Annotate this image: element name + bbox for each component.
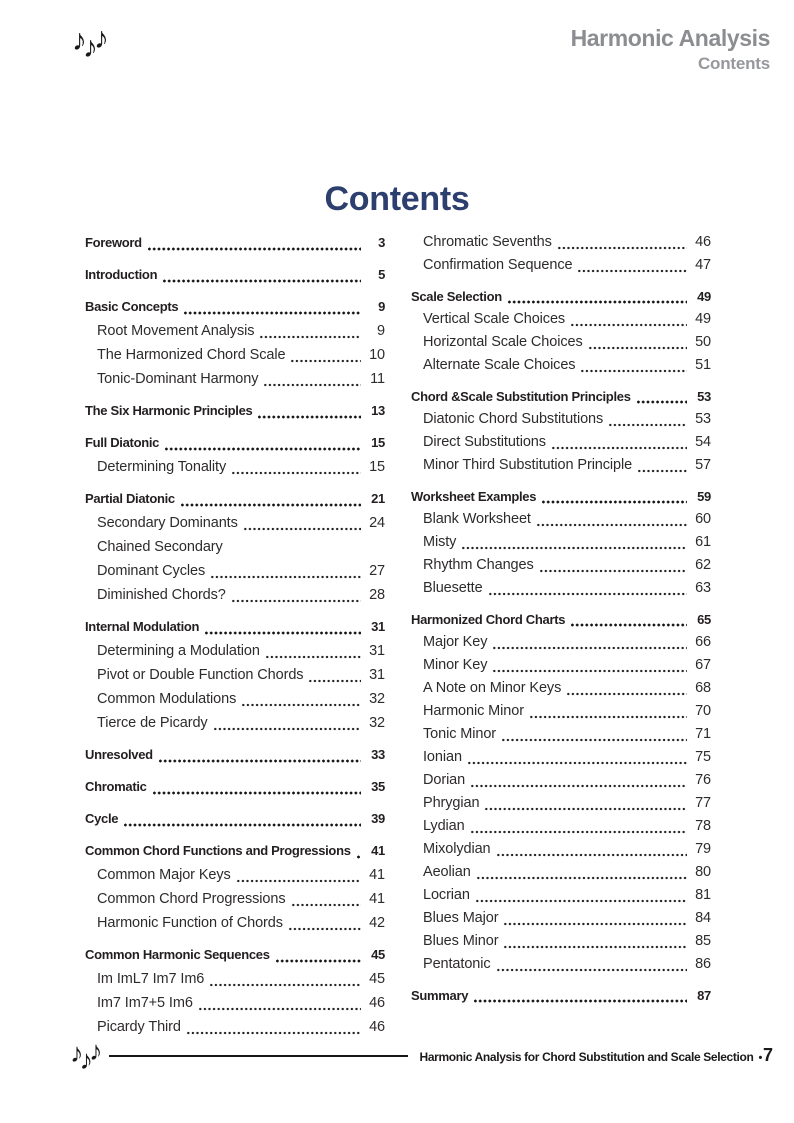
toc-entry-page: 86: [695, 956, 711, 972]
toc-leader-dots: [470, 781, 687, 788]
toc-chapter-entry: [85, 943, 385, 967]
toc-chapter-entry: [85, 743, 385, 767]
toc-entry-page: 80: [695, 864, 711, 880]
toc-entry-page: 42: [369, 915, 385, 931]
toc-leader-dots: [257, 412, 361, 419]
toc-section-entry: [411, 838, 711, 861]
toc-entry-label: Full Diatonic: [85, 435, 160, 450]
toc-entry-page: 77: [695, 795, 711, 811]
toc-entry-label: Vertical Scale Choices: [423, 311, 566, 327]
toc-chapter-entry: [85, 295, 385, 319]
toc-entry-label: Dominant Cycles: [97, 563, 206, 579]
toc-leader-dots: [577, 266, 687, 273]
toc-section-entry: [85, 991, 385, 1015]
toc-entry-label: Minor Third Substitution Principle: [423, 457, 633, 473]
toc-entry-page: 84: [695, 910, 711, 926]
toc-section-entry: [411, 700, 711, 723]
toc-leader-dots: [209, 980, 361, 987]
toc-section-entry: [411, 431, 711, 454]
toc-entry-label: Common Major Keys: [97, 867, 231, 883]
toc-leader-dots: [570, 620, 687, 627]
toc-leader-dots: [488, 589, 687, 596]
toc-leader-dots: [503, 942, 687, 949]
toc-section-entry: [85, 583, 385, 607]
toc-section-entry: [411, 769, 711, 792]
toc-section-entry: [411, 861, 711, 884]
toc-entry-page: 87: [697, 988, 711, 1003]
toc-section-entry: [411, 907, 711, 930]
toc-section-entry: [411, 331, 711, 354]
toc-entry-page: 32: [369, 691, 385, 707]
toc-entry-page: 9: [378, 299, 385, 314]
toc-entry-label: Picardy Third: [97, 1019, 181, 1035]
toc-entry-page: 67: [695, 657, 711, 673]
toc-chapter-entry: [85, 487, 385, 511]
toc-entry-page: 66: [695, 634, 711, 650]
toc-section-entry: [411, 554, 711, 577]
table-of-contents: [85, 231, 711, 1039]
toc-entry-page: 81: [695, 887, 711, 903]
toc-entry-page: 24: [369, 515, 385, 531]
toc-leader-dots: [231, 468, 361, 475]
toc-section-entry: [85, 343, 385, 367]
toc-leader-dots: [492, 643, 687, 650]
toc-entry-label: Im ImL7 Im7 Im6: [97, 971, 205, 987]
toc-leader-dots: [291, 900, 362, 907]
toc-entry-label: Im7 Im7+5 Im6: [97, 995, 193, 1011]
toc-section-entry: [411, 631, 711, 654]
toc-column-right: [411, 231, 711, 1039]
toc-entry-page: 31: [371, 619, 385, 634]
toc-leader-dots: [241, 700, 361, 707]
eighth-note-icon: ♪: [89, 1036, 99, 1066]
toc-chapter-entry: [85, 615, 385, 639]
toc-entry-page: 65: [697, 612, 711, 627]
toc-leader-dots: [503, 919, 687, 926]
toc-section-entry: [85, 511, 385, 535]
toc-entry-page: 60: [695, 511, 711, 527]
music-notes-icon: [72, 22, 105, 64]
toc-entry-page: 15: [371, 435, 385, 450]
toc-entry-page: 46: [695, 234, 711, 250]
toc-section-entry: [411, 884, 711, 907]
toc-entry-label: Basic Concepts: [85, 299, 179, 314]
toc-leader-dots: [308, 676, 361, 683]
toc-entry-page: 3: [378, 235, 385, 250]
toc-leader-dots: [275, 956, 361, 963]
toc-entry-page: 11: [370, 371, 385, 387]
toc-entry-label: The Harmonized Chord Scale: [97, 347, 286, 363]
toc-entry-label: Worksheet Examples: [411, 489, 537, 504]
toc-section-entry: [411, 531, 711, 554]
toc-entry-page: 28: [369, 587, 385, 603]
toc-entry-page: 68: [695, 680, 711, 696]
toc-entry-page: 21: [371, 491, 385, 506]
toc-entry-label: Tonic-Dominant Harmony: [97, 371, 259, 387]
toc-entry-page: 9: [377, 323, 385, 339]
toc-column-left: [85, 231, 385, 1039]
toc-entry-label: Dorian: [423, 772, 466, 788]
toc-leader-dots: [147, 244, 361, 251]
toc-entry-label: Harmonized Chord Charts: [411, 612, 566, 627]
toc-entry-label: Alternate Scale Choices: [423, 357, 576, 373]
toc-entry-label: Pentatonic: [423, 956, 491, 972]
toc-entry-label: Diatonic Chord Substitutions: [423, 411, 604, 427]
toc-entry-page: 31: [369, 643, 385, 659]
toc-entry-label: Blues Minor: [423, 933, 499, 949]
toc-section-entry: [411, 953, 711, 976]
toc-leader-dots: [263, 380, 361, 387]
toc-entry-page: 45: [371, 947, 385, 962]
running-head: [571, 26, 770, 74]
toc-leader-dots: [470, 827, 687, 834]
toc-entry-label: Common Chord Functions and Progressions: [85, 843, 351, 858]
toc-entry-page: 10: [369, 347, 385, 363]
toc-leader-dots: [570, 320, 687, 327]
toc-leader-dots: [637, 466, 687, 473]
toc-entry-label: Common Modulations: [97, 691, 237, 707]
toc-section-entry: [85, 711, 385, 735]
toc-section-entry: [85, 319, 385, 343]
toc-entry-label: Introduction: [85, 267, 158, 282]
toc-leader-dots: [162, 276, 361, 283]
toc-section-entry: [411, 231, 711, 254]
toc-entry-label: Tonic Minor: [423, 726, 497, 742]
toc-leader-dots: [476, 873, 687, 880]
toc-leader-dots: [164, 444, 361, 451]
toc-leader-dots: [541, 497, 687, 504]
toc-section-entry: [411, 792, 711, 815]
toc-entry-label: Scale Selection: [411, 289, 502, 304]
toc-chapter-entry: [411, 385, 711, 408]
toc-entry-page: 41: [371, 843, 385, 858]
toc-entry-label: Direct Substitutions: [423, 434, 546, 450]
toc-section-entry: [85, 535, 385, 559]
toc-leader-dots: [123, 820, 361, 827]
toc-section-entry: [411, 577, 711, 600]
toc-entry-label: Minor Key: [423, 657, 488, 673]
toc-section-entry: [411, 408, 711, 431]
toc-entry-page: 31: [369, 667, 385, 683]
eighth-note-icon: ♪: [70, 1038, 80, 1068]
toc-entry-page: 59: [697, 489, 711, 504]
toc-leader-dots: [243, 524, 361, 531]
toc-leader-dots: [198, 1004, 361, 1011]
toc-entry-label: Determining a Modulation: [97, 643, 260, 659]
toc-section-entry: [411, 930, 711, 953]
eighth-note-icon: ♪: [79, 1045, 89, 1075]
toc-section-entry: [85, 455, 385, 479]
toc-entry-page: 76: [695, 772, 711, 788]
toc-section-entry: [411, 723, 711, 746]
toc-chapter-entry: [85, 431, 385, 455]
toc-entry-label: Pivot or Double Function Chords: [97, 667, 304, 683]
toc-entry-page: 41: [369, 867, 385, 883]
toc-entry-label: Unresolved: [85, 747, 153, 762]
eighth-note-icon: ♪: [72, 24, 83, 57]
toc-entry-page: 35: [371, 779, 385, 794]
toc-leader-dots: [473, 996, 687, 1003]
toc-leader-dots: [536, 520, 687, 527]
toc-entry-label: Locrian: [423, 887, 470, 903]
toc-entry-label: Harmonic Function of Chords: [97, 915, 283, 931]
toc-entry-label: Determining Tonality: [97, 459, 227, 475]
page-footer: [70, 1036, 773, 1075]
toc-leader-dots: [496, 850, 688, 857]
toc-leader-dots: [290, 356, 361, 363]
toc-leader-dots: [236, 876, 361, 883]
toc-entry-label: Chromatic Sevenths: [423, 234, 552, 250]
toc-entry-page: 62: [695, 557, 711, 573]
toc-entry-label: Internal Modulation: [85, 619, 200, 634]
toc-entry-page: 27: [369, 563, 385, 579]
toc-leader-dots: [204, 628, 361, 635]
toc-chapter-entry: [411, 608, 711, 631]
toc-leader-dots: [566, 689, 687, 696]
toc-entry-page: 33: [371, 747, 385, 762]
toc-entry-label: Blues Major: [423, 910, 499, 926]
toc-entry-label: Confirmation Sequence: [423, 257, 573, 273]
toc-leader-dots: [636, 397, 687, 404]
toc-entry-page: 39: [371, 811, 385, 826]
toc-entry-page: 63: [695, 580, 711, 596]
toc-leader-dots: [158, 756, 361, 763]
toc-chapter-entry: [411, 485, 711, 508]
toc-chapter-entry: [85, 839, 385, 863]
toc-leader-dots: [186, 1028, 361, 1035]
page-header: [72, 22, 770, 74]
toc-leader-dots: [259, 332, 361, 339]
toc-section-entry: [411, 654, 711, 677]
toc-entry-label: The Six Harmonic Principles: [85, 403, 253, 418]
toc-entry-label: Common Harmonic Sequences: [85, 947, 270, 962]
toc-section-entry: [85, 663, 385, 687]
eighth-note-icon: ♪: [94, 22, 105, 55]
toc-entry-label: Lydian: [423, 818, 465, 834]
toc-entry-page: 78: [695, 818, 711, 834]
toc-section-entry: [85, 911, 385, 935]
toc-entry-label: Root Movement Analysis: [97, 323, 255, 339]
toc-leader-dots: [580, 366, 687, 373]
toc-leader-dots: [539, 566, 687, 573]
toc-leader-dots: [183, 308, 361, 315]
toc-leader-dots: [475, 896, 687, 903]
toc-section-entry: [85, 863, 385, 887]
toc-entry-label: Mixolydian: [423, 841, 491, 857]
toc-section-entry: [411, 746, 711, 769]
toc-leader-dots: [557, 243, 687, 250]
toc-leader-dots: [152, 788, 361, 795]
toc-entry-label: Ionian: [423, 749, 462, 765]
toc-entry-label: Common Chord Progressions: [97, 891, 286, 907]
toc-section-entry: [85, 887, 385, 911]
toc-entry-page: 53: [695, 411, 711, 427]
toc-chapter-entry: [85, 807, 385, 831]
toc-leader-dots: [356, 852, 361, 859]
book-title: Harmonic Analysis: [570, 25, 770, 51]
music-notes-icon: [70, 1036, 99, 1075]
toc-entry-page: 50: [695, 334, 711, 350]
toc-entry-label: Summary: [411, 988, 469, 1003]
toc-entry-label: Horizontal Scale Choices: [423, 334, 583, 350]
toc-section-entry: [85, 687, 385, 711]
toc-leader-dots: [588, 343, 687, 350]
toc-entry-page: 45: [369, 971, 385, 987]
toc-entry-label: Harmonic Minor: [423, 703, 524, 719]
toc-entry-page: 61: [695, 534, 711, 550]
toc-entry-label: Tierce de Picardy: [97, 715, 208, 731]
footer-rule: [109, 1055, 408, 1057]
toc-leader-dots: [231, 596, 361, 603]
toc-entry-page: 53: [697, 389, 711, 404]
toc-entry-page: 46: [369, 1019, 385, 1035]
toc-leader-dots: [551, 443, 687, 450]
toc-leader-dots: [507, 297, 687, 304]
toc-entry-label: Phrygian: [423, 795, 480, 811]
toc-section-entry: [85, 1015, 385, 1039]
toc-entry-page: 57: [695, 457, 711, 473]
toc-entry-page: 85: [695, 933, 711, 949]
toc-leader-dots: [213, 724, 361, 731]
toc-section-entry: [411, 254, 711, 277]
toc-entry-label: Chord &Scale Substitution Principles: [411, 389, 631, 404]
toc-chapter-entry: [411, 984, 711, 1007]
toc-section-entry: [85, 639, 385, 663]
toc-leader-dots: [529, 712, 687, 719]
toc-entry-label: Aeolian: [423, 864, 471, 880]
toc-section-entry: [411, 308, 711, 331]
footer-book-title: Harmonic Analysis for Chord Substitution and Scale Selection: [419, 1050, 754, 1064]
toc-leader-dots: [467, 758, 687, 765]
toc-entry-page: 47: [695, 257, 711, 273]
toc-entry-label: Chained Secondary: [97, 539, 223, 555]
toc-entry-label: Misty: [423, 534, 457, 550]
toc-entry-page: 75: [695, 749, 711, 765]
toc-section-entry: [85, 367, 385, 391]
eighth-note-icon: ♪: [83, 31, 94, 64]
toc-entry-page: 13: [371, 403, 385, 418]
toc-entry-label: Cycle: [85, 811, 119, 826]
toc-entry-label: Chromatic: [85, 779, 147, 794]
toc-entry-label: Secondary Dominants: [97, 515, 238, 531]
toc-entry-label: Partial Diatonic: [85, 491, 175, 506]
toc-entry-page: 70: [695, 703, 711, 719]
toc-section-entry: [85, 967, 385, 991]
toc-entry-page: 15: [369, 459, 385, 475]
toc-chapter-entry: [85, 263, 385, 287]
toc-section-entry: [411, 677, 711, 700]
toc-entry-label: A Note on Minor Keys: [423, 680, 562, 696]
toc-entry-page: 49: [697, 289, 711, 304]
toc-entry-label: Diminished Chords?: [97, 587, 226, 603]
toc-leader-dots: [180, 500, 361, 507]
toc-chapter-entry: [411, 285, 711, 308]
toc-section-entry: [411, 354, 711, 377]
toc-chapter-entry: [85, 399, 385, 423]
toc-entry-label: Foreword: [85, 235, 142, 250]
toc-entry-page: 41: [369, 891, 385, 907]
toc-section-entry: [411, 508, 711, 531]
toc-leader-dots: [484, 804, 687, 811]
toc-leader-dots: [501, 735, 687, 742]
toc-entry-label: Rhythm Changes: [423, 557, 534, 573]
toc-entry-page: 79: [695, 841, 711, 857]
toc-section-entry: [411, 815, 711, 838]
toc-entry-page: 46: [369, 995, 385, 1011]
footer-text: [420, 1045, 773, 1066]
toc-chapter-entry: [85, 231, 385, 255]
toc-leader-dots: [492, 666, 687, 673]
toc-chapter-entry: [85, 775, 385, 799]
toc-leader-dots: [496, 965, 687, 972]
footer-bullet: •: [758, 1052, 762, 1064]
running-head-section: Contents: [697, 54, 770, 74]
toc-entry-label: Blank Worksheet: [423, 511, 531, 527]
toc-entry-label: Bluesette: [423, 580, 483, 596]
toc-leader-dots: [265, 652, 361, 659]
toc-leader-dots: [608, 420, 687, 427]
toc-section-entry: [85, 559, 385, 583]
footer-page-number: 7: [762, 1045, 773, 1065]
toc-entry-page: 51: [695, 357, 711, 373]
toc-leader-dots: [288, 924, 361, 931]
toc-entry-page: 49: [695, 311, 711, 327]
toc-entry-page: 32: [369, 715, 385, 731]
toc-leader-dots: [210, 572, 361, 579]
toc-entry-page: 71: [695, 726, 711, 742]
toc-section-entry: [411, 454, 711, 477]
toc-entry-page: 54: [695, 434, 711, 450]
page-title: Contents: [324, 180, 470, 218]
toc-leader-dots: [461, 543, 687, 550]
toc-entry-label: Major Key: [423, 634, 488, 650]
toc-entry-page: 5: [378, 267, 385, 282]
